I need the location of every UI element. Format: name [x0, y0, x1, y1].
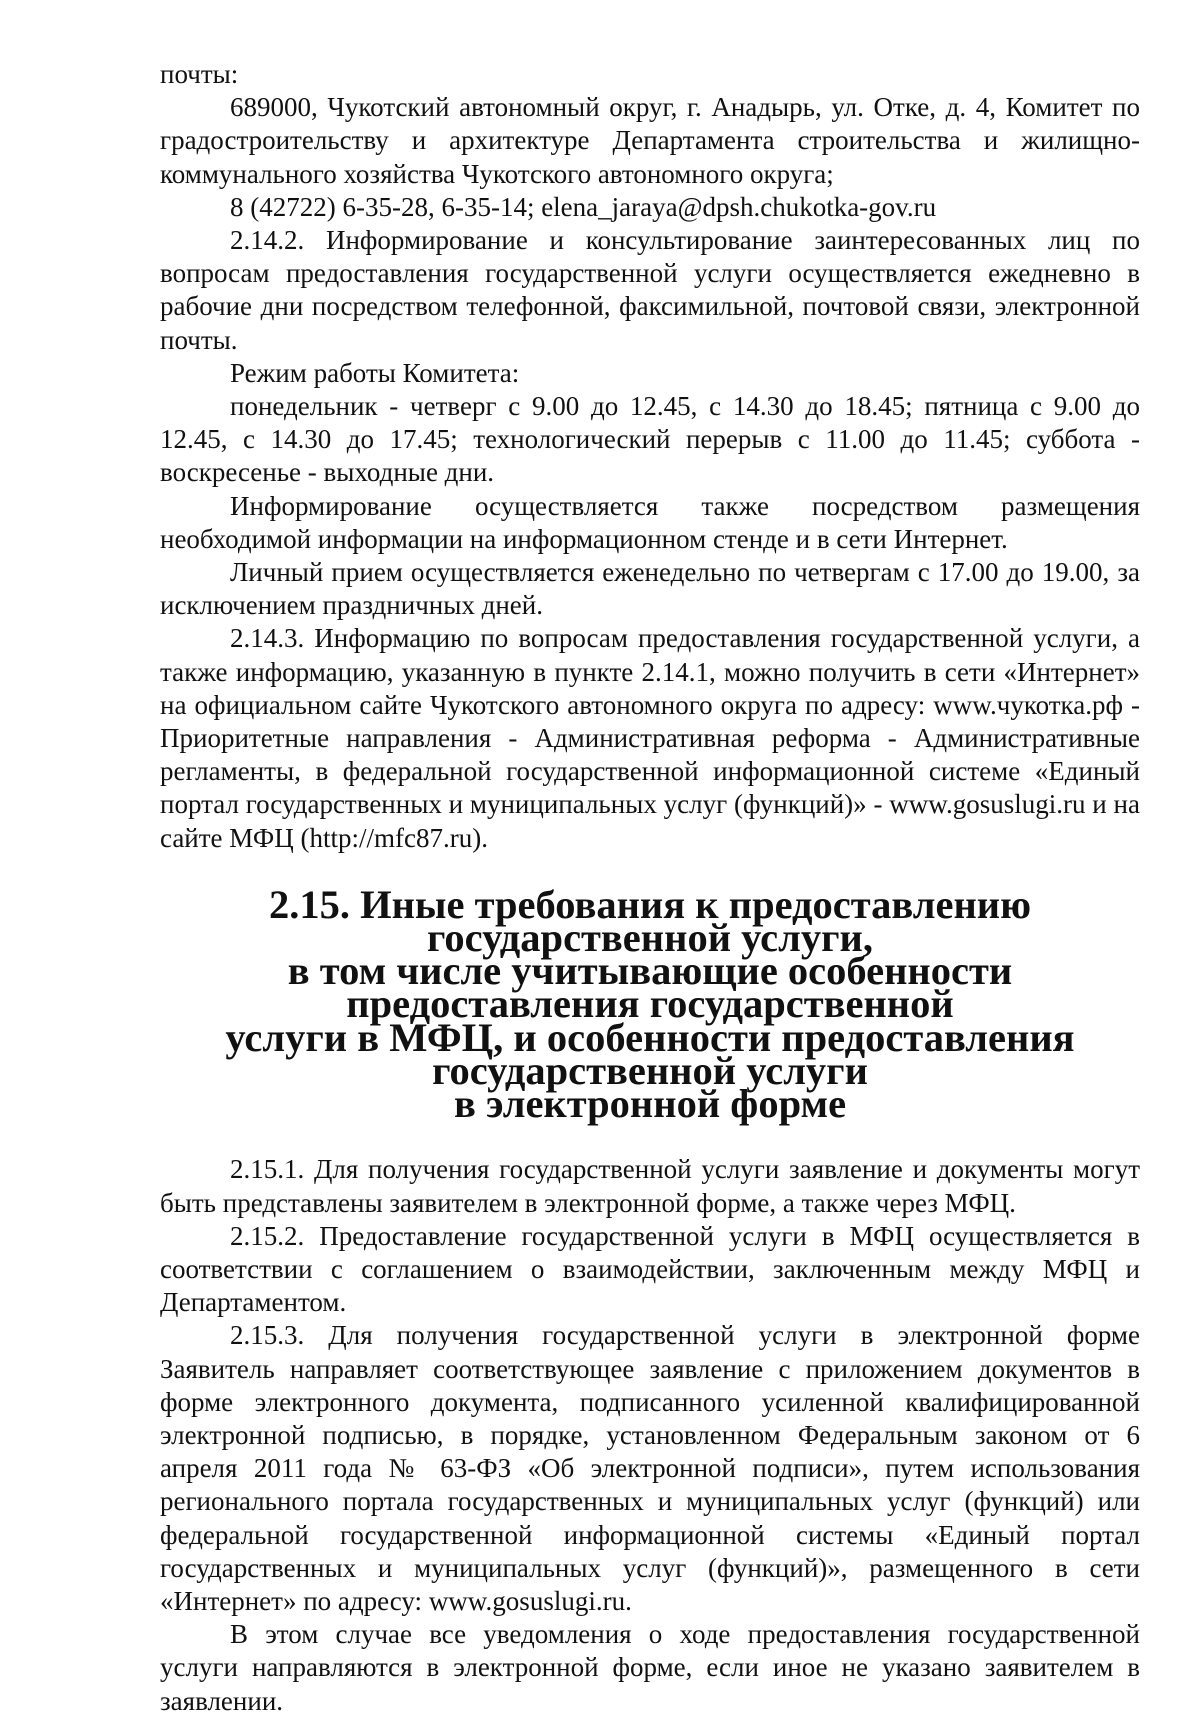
- heading-line: в том числе учитывающие особенности предоставления государственной: [287, 948, 1013, 1027]
- heading-line: 2.15. Иные требования к предоставлению государственной услуги,: [268, 881, 1032, 961]
- document-body: [160, 58, 1140, 1718]
- heading-line: услуги в МФЦ, и особенности предоставления государственной услуги: [225, 1014, 1075, 1093]
- paragraph-2-15-3: 2.15.3. Для получения государственной услуги в электронной форме Заявитель направляет соответствующее заявление с приложением документов в форме электронного документа, подписанного усиленной квалифицированной электронной подписью, в порядке, установленном Федеральным законом от 6 апреля 2011 года № 63-ФЗ «Об электронной подписи», путем использования регионального портала государственных и муниципальных услуг (функций) или федеральной государственной информационной системы «Единый портал государственных и муниципальных услуг (функций)», размещенного в сети «Интернет» по адресу: www.gosuslugi.ru.: [160, 1320, 1140, 1616]
- section-heading-2-15: [160, 881, 1140, 1127]
- paragraph-personal-reception: Личный прием осуществляется еженедельно по четвергам с 17.00 до 19.00, за исключением праздничных дней.: [160, 557, 1140, 621]
- top-section: [160, 58, 1140, 855]
- paragraph-notifications: В этом случае все уведомления о ходе предоставления государственной услуги направляются в электронной форме, если иное не указано заявителем в заявлении.: [160, 1619, 1140, 1716]
- paragraph-2-15-1: 2.15.1. Для получения государственной услуги заявление и документы могут быть представлены заявителем в электронной форме, а также через МФЦ.: [160, 1154, 1140, 1218]
- paragraph-2-15-2: 2.15.2. Предоставление государственной услуги в МФЦ осуществляется в соответствии с соглашением о взаимодействии, заключенным между МФЦ и Департаментом.: [160, 1220, 1140, 1318]
- paragraph-work-mode-label: Режим работы Комитета:: [230, 357, 520, 388]
- paragraph-postal-address: 689000, Чукотский автономный округ, г. Анадырь, ул. Отке, д. 4, Комитет по градостроительству и архитектуре Департамента строительства и жилищно-коммунального хозяйства Чукотского автономного округа;: [160, 92, 1140, 189]
- paragraph-phone-email: 8 (42722) 6-35-28, 6-35-14; elena_jaraya@dpsh.chukotka-gov.ru: [230, 191, 937, 222]
- paragraph-2-14-3: 2.14.3. Информацию по вопросам предоставления государственной услуги, а также информацию, указанную в пункте 2.14.1, можно получить в сети «Интернет» на официальном сайте Чукотского автономного округа по адресу: www.чукотка.рф - Приоритетные направления - Административная реформа - Административные регламенты, в федеральной государственной информационной системе «Единый портал государственных и муниципальных услуг (функций)» - www.gosuslugi.ru и на сайте МФЦ (http://mfc87.ru).: [160, 623, 1140, 853]
- paragraph-mail-label: почты:: [160, 59, 239, 89]
- paragraph-2-14-2: 2.14.2. Информирование и консультирование заинтересованных лиц по вопросам предоставления государственной услуги осуществляется ежедневно в рабочие дни посредством телефонной, факсимильной, почтовой связи, электронной почты.: [160, 225, 1140, 355]
- bottom-section: [160, 1153, 1140, 1717]
- heading-line: в электронной форме: [453, 1081, 847, 1127]
- paragraph-informing-stand: Информирование осуществляется также посредством размещения необходимой информации на информационном стенде и в сети Интернет.: [160, 490, 1140, 554]
- paragraph-work-schedule: понедельник - четверг с 9.00 до 12.45, с 14.30 до 18.45; пятница с 9.00 до 12.45, с 14.30 до 17.45; технологический перерыв с 11.00 до 11.45; суббота - воскресенье - выходные дни.: [160, 391, 1140, 488]
